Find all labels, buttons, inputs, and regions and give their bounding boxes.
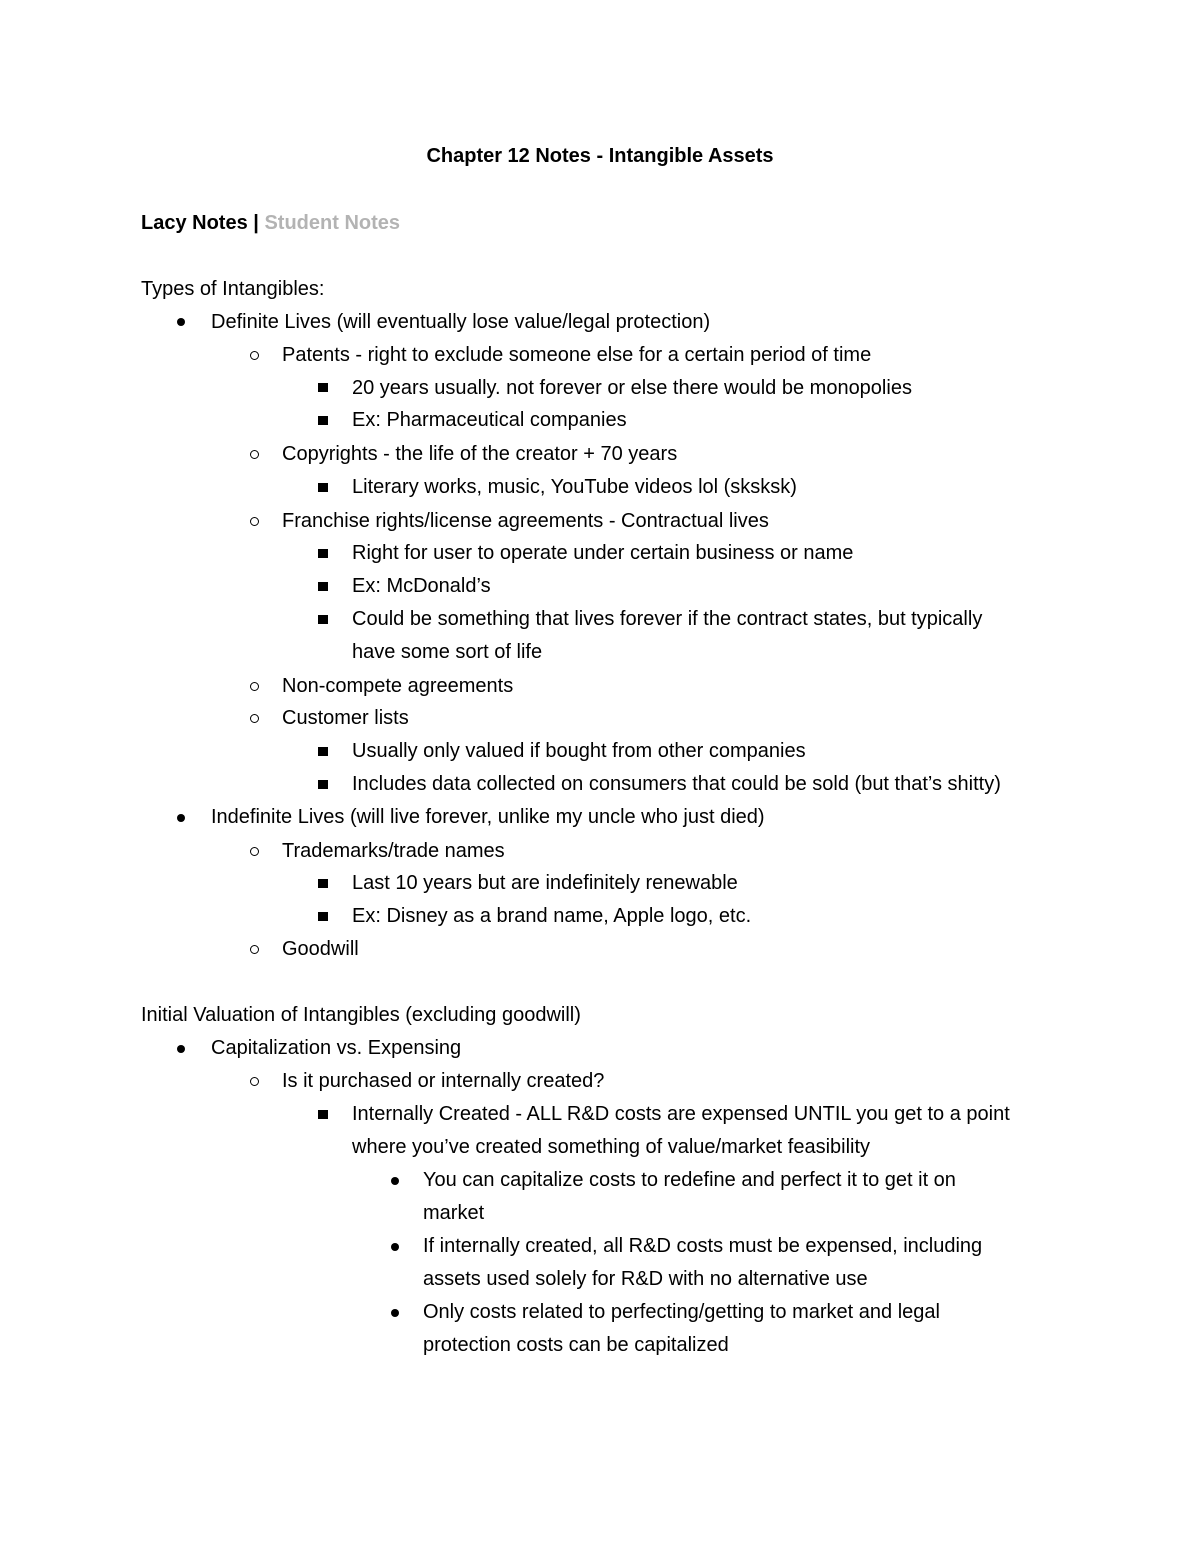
square-bullet-icon (318, 383, 328, 392)
list-item-level2: Trademarks/trade names (282, 840, 505, 862)
list-item-level3: Literary works, music, YouTube videos lol (sksksk) (352, 476, 797, 498)
square-bullet-icon (318, 483, 328, 492)
list-item-level1: Definite Lives (will eventually lose value/legal protection) (211, 311, 711, 333)
disc-bullet-icon (177, 1045, 185, 1053)
disc-bullet-icon (391, 1177, 399, 1185)
list-item-level4: Only costs related to perfecting/getting to market and legal (423, 1301, 940, 1323)
list-item-level2: Copyrights - the life of the creator + 70 years (282, 443, 678, 465)
square-bullet-icon (318, 780, 328, 789)
square-bullet-icon (318, 912, 328, 921)
legend-separator: | (253, 212, 259, 234)
legend-lacy-notes: Lacy Notes (141, 212, 248, 234)
list-item-level1: Capitalization vs. Expensing (211, 1037, 462, 1059)
list-item-level3: Last 10 years but are indefinitely renewable (352, 872, 738, 894)
list-item-level2: Non-compete agreements (282, 675, 514, 697)
list-item-level3: Internally Created - ALL R&D costs are expensed UNTIL you get to a point (352, 1103, 1010, 1125)
list-item-level2: Is it purchased or internally created? (282, 1070, 605, 1092)
list-item-level1: Indefinite Lives (will live forever, unlike my uncle who just died) (211, 806, 765, 828)
disc-bullet-icon (391, 1309, 399, 1317)
list-item-level3: Ex: Disney as a brand name, Apple logo, etc. (352, 905, 752, 927)
square-bullet-icon (318, 416, 328, 425)
notes-legend (141, 209, 400, 237)
list-item-continuation: protection costs can be capitalized (423, 1334, 729, 1356)
square-bullet-icon (318, 879, 328, 888)
list-item-level3: Right for user to operate under certain business or name (352, 542, 854, 564)
list-item-continuation: assets used solely for R&D with no alternative use (423, 1268, 868, 1290)
section-heading-types: Types of Intangibles: (141, 278, 325, 300)
square-bullet-icon (318, 615, 328, 624)
list-item-level3: Could be something that lives forever if the contract states, but typically (352, 608, 983, 630)
list-item-level3: Ex: McDonald’s (352, 575, 491, 597)
circle-bullet-icon (250, 682, 259, 691)
circle-bullet-icon (250, 1077, 259, 1086)
circle-bullet-icon (250, 945, 259, 954)
list-item-level2: Goodwill (282, 938, 359, 960)
circle-bullet-icon (250, 450, 259, 459)
list-item-level2: Franchise rights/license agreements - Contractual lives (282, 510, 769, 532)
list-item-continuation: have some sort of life (352, 641, 543, 663)
list-item-level4: You can capitalize costs to redefine and perfect it to get it on (423, 1169, 956, 1191)
circle-bullet-icon (250, 351, 259, 360)
section-heading-initial-valuation: Initial Valuation of Intangibles (excluding goodwill) (141, 1004, 581, 1026)
list-item-continuation: market (423, 1202, 485, 1224)
page-title: Chapter 12 Notes - Intangible Assets (426, 145, 774, 167)
list-item-level3: Usually only valued if bought from other companies (352, 740, 806, 762)
square-bullet-icon (318, 582, 328, 591)
list-item-continuation: where you’ve created something of value/market feasibility (352, 1136, 871, 1158)
disc-bullet-icon (391, 1243, 399, 1251)
list-item-level3: 20 years usually. not forever or else there would be monopolies (352, 377, 912, 399)
list-item-level3: Includes data collected on consumers that could be sold (but that’s shitty) (352, 773, 1001, 795)
circle-bullet-icon (250, 714, 259, 723)
legend-student-notes: Student Notes (264, 212, 401, 234)
list-item-level3: Ex: Pharmaceutical companies (352, 409, 627, 431)
circle-bullet-icon (250, 517, 259, 526)
square-bullet-icon (318, 747, 328, 756)
square-bullet-icon (318, 1110, 328, 1119)
list-item-level4: If internally created, all R&D costs must be expensed, including (423, 1235, 983, 1257)
circle-bullet-icon (250, 847, 259, 856)
list-item-level2: Patents - right to exclude someone else for a certain period of time (282, 344, 872, 366)
disc-bullet-icon (177, 318, 185, 326)
list-item-level2: Customer lists (282, 707, 409, 729)
square-bullet-icon (318, 549, 328, 558)
disc-bullet-icon (177, 814, 185, 822)
